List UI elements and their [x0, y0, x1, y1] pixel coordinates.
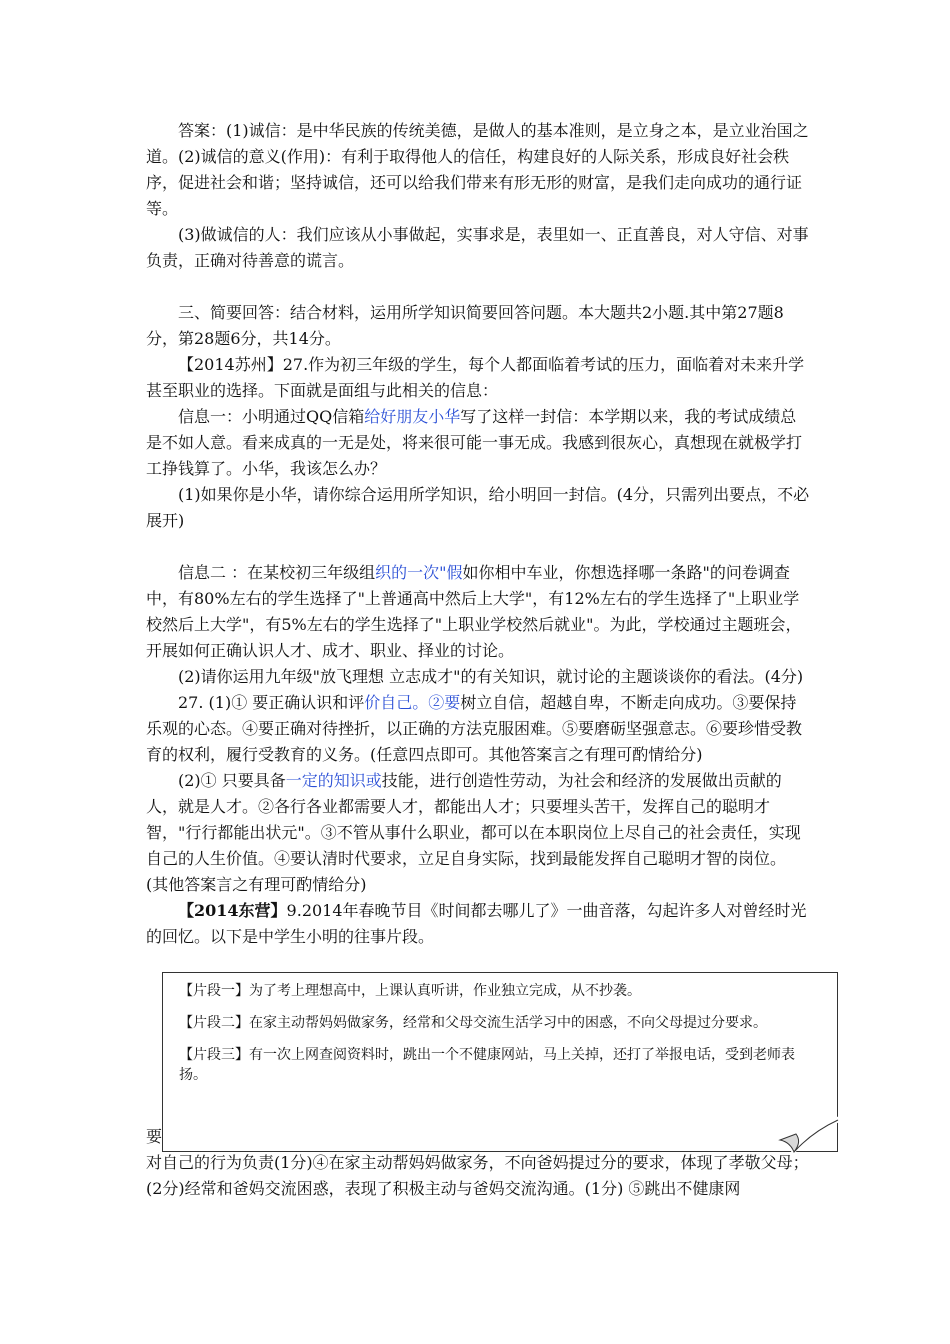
question-9-text: 9.2014年春晚节目《时间都去哪儿了》一曲音落，勾起许多人对曾经时光的回忆。以下是中学生小明的往事片段。 — [146, 901, 807, 946]
fragment-1: 【片段一】为了考上理想高中，上课认真听讲，作业独立完成，从不抄袭。 — [179, 983, 641, 999]
question-27-1: (1)如果你是小华，请你综合运用所学知识，给小明回一封信。(4分，只需列出要点，不必展开) — [146, 485, 810, 530]
answer-27-1-link: 价自己。②要 — [364, 693, 461, 712]
answer-paragraph-2: (3)做诚信的人：我们应该从小事做起，实事求是，表里如一、正直善良，对人守信、对事负责，正确对待善意的谎言。 — [146, 225, 809, 270]
section-intro: 三、简要回答：结合材料，运用所学知识简要回答问题。本大题共2小题.其中第27题8分，第28题6分，共14分。 — [146, 303, 784, 348]
question-27-heading: 【2014苏州】27.作为初三年级的学生，每个人都面临着考试的压力，面临着对未来升学甚至职业的选择。下面就是面组与此相关的信息： — [146, 355, 805, 400]
info-two — [146, 560, 812, 664]
answer-27-2 — [146, 768, 812, 872]
info-two-text-a: 信息二 ：在某校初三年级组 — [178, 563, 376, 582]
answer-27-2-b: 技能，进行创造性劳动，为社会和经济的发展做出贡献的人，就是人才。②各行各业都需要人才，都能出人才；只要埋头苦干，发挥自己的聪明才智，"行行都能出状元"。③不管从事什么职业，都可以在本职岗位上尽自己的社会责任，实现自己的人生价值。④要认清时代要求，立足自身实际，找到最能发挥自己聪明才智的岗位。 — [146, 771, 801, 868]
fragment-3: 【片段三】有一次上网查阅资料时，跳出一个不健康网站，马上关掉，还打了举报电话，受到老师表扬。 — [179, 1047, 795, 1083]
answer-27-2-link: 一定的知识或 — [285, 771, 382, 790]
question-27-2: (2)请你运用九年级"放飞理想 立志成才"的有关知识，就讨论的主题谈谈你的看法。(4分) — [178, 667, 804, 686]
info-one-text-a: 信息一：小明通过QQ信箱 — [178, 407, 365, 426]
tail-text — [146, 1150, 812, 1202]
document-body — [146, 118, 812, 950]
page-curl-icon — [750, 1114, 840, 1154]
tail-line-1: 对自己的行为负责(1分)④在家主动帮妈妈做家务，不向爸妈提过分的要求，体现了孝敬父母；(2分)经常和爸妈交流困惑，表现了积极主动与爸妈交流沟通。(1分) ⑤跳出不健康网 — [146, 1153, 809, 1198]
answer-27-1 — [146, 690, 812, 768]
info-one-link: 给好朋友小华 — [364, 407, 461, 426]
info-two-text-b: 如你相中车业，你想选择哪一条路"的问卷调查中，有80%左右的学生选择了"上普通高中然后上大学"，有12%左右的学生选择了"上职业学校然后上大学"，有5%左右的学生选择了"上职业学校然后就业"。为此，学校通过主题班会，开展如何正确认识人才、成才、职业、择业的讨论。 — [146, 563, 802, 660]
question-9-tag: 【2014东营】 — [178, 901, 287, 920]
question-9 — [146, 898, 812, 950]
hidden-line-lead: 要 — [146, 1127, 163, 1146]
answer-27-2-note: (其他答案言之有理可酌情给分) — [146, 875, 367, 894]
fragments-note-box — [162, 972, 840, 1154]
fragment-2: 【片段二】在家主动帮妈妈做家务，经常和父母交流生活学习中的困惑，不向父母提过分要求。 — [179, 1015, 767, 1031]
info-two-link: 织的一次"假 — [375, 563, 463, 582]
info-one — [146, 404, 812, 482]
answer-27-2-a: (2)① 只要具备 — [178, 771, 286, 790]
answer-paragraph-1: 答案：(1)诚信：是中华民族的传统美德，是做人的基本准则，是立身之本，是立业治国之道。(2)诚信的意义(作用)：有利于取得他人的信任，构建良好的人际关系，形成良好社会秩序，促进社会和谐；坚持诚信，还可以给我们带来有形无形的财富，是我们走向成功的通行证等。 — [146, 121, 809, 218]
fragments-box — [162, 972, 838, 1152]
answer-27-1-b: 树立自信，超越自卑，不断走向成功。③要保持乐观的心态。④要正确对待挫折，以正确的方法克服困难。⑤要磨砺坚强意志。⑥要珍惜受教育的权利，履行受教育的义务。(任意四点即可。其他答案言之有理可酌情给分) — [146, 693, 803, 764]
answer-27-1-a: 27. (1)① 要正确认识和评 — [178, 693, 365, 712]
info-one-text-b: 写了这样一封信：本学期以来，我的考试成绩总是不如人意。看来成真的一无是处，将来很可能一事无成。我感到很灰心，真想现在就极学打工挣钱算了。小华，我该怎么办？ — [146, 407, 803, 478]
